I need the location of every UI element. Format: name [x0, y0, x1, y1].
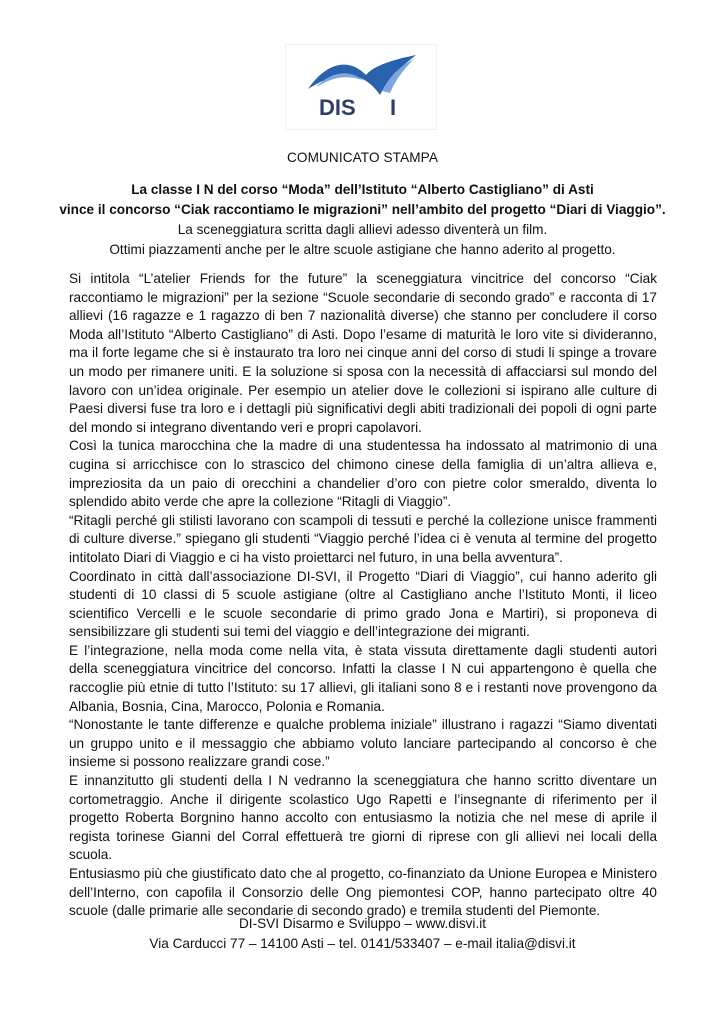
footer-organization: DI-SVI Disarmo e Sviluppo – www.disvi.it: [238, 916, 487, 931]
paragraph: “Nonostante le tante differenze e qualche problema iniziale” illustrano i ragazzi “Siamo diventati un gruppo unito e il messaggio che abbiamo voluto lanciare partecipando al concorso è che insieme si possono realizzare grandi cose.”: [69, 717, 657, 770]
article-body: [69, 270, 657, 921]
paragraph: E innanzitutto gli studenti della I N vedranno la sceneggiatura che hanno scritto diventare un cortometraggio. Anche il dirigente scolastico Ugo Rapetti e l’insegnante di riferimento per il progetto Roberta Borgnino hanno accolto con entusiasmo la notizia che nel mese di aprile il regista torinese Gianni del Corral effettuerà tre giorni di riprese con gli allievi nei locali della scuola.: [69, 773, 657, 863]
disvi-logo: [285, 44, 437, 130]
subheadline-line-2: Ottimi piazzamenti anche per le altre scuole astigiane che hanno aderito al progetto.: [109, 242, 616, 257]
footer: [0, 914, 725, 954]
logo-text-end: I: [390, 95, 397, 120]
paragraph: Così la tunica marocchina che la madre di una studentessa ha indossato al matrimonio di una cugina si arricchisce con lo strascico del chimono cinese della famiglia di un’altra allieva e, impreziosita da un paio di orecchini a chandelier d’oro con pietre color smeraldo, diventa lo splendido abito verde che apre la collezione “Ritagli di Viaggio”.: [69, 438, 657, 510]
paragraph: “Ritagli perché gli stilisti lavorano con scampoli di tessuti e perché la collezione unisce frammenti di culture diverse.” spiegano gli studenti “Viaggio perché l’idea ci è venuta al termine del progetto intitolato Diari di Viaggio e ci ha visto proiettarci nel futuro, in una bella avventura”.: [69, 512, 657, 565]
disvi-logo-icon: [286, 45, 436, 129]
paragraph: E l’integrazione, nella moda come nella vita, è stata vissuta direttamente dagli studenti autori della sceneggiatura vincitrice del concorso. Infatti la classe I N cui appartengono è quella che raccoglie più etnie di tutto l’Istituto: su 17 allievi, gli italiani sono 8 e i restanti nove provengono da Albania, Bosnia, Cina, Marocco, Polonia e Romania.: [69, 642, 657, 714]
paragraph: Coordinato in città dall’associazione DI-SVI, il Progetto “Diari di Viaggio”, cui hanno aderito gli studenti di 10 classi di 5 scuole astigiane (oltre al Castigliano anche l’Istituto Monti, il liceo scientifico Vercelli e le scuole secondarie di primo grado Jona e Martiri), si proponeva di sensibilizzare gli studenti sui temi del viaggio e dell’integrazione dei migranti.: [69, 568, 657, 640]
paragraph: Entusiasmo più che giustificato dato che al progetto, co-finanziato da Unione Europea e Ministero dell’Interno, con capofila il Consorzio delle Ong piemontesi COP, hanno partecipato oltre 40 scuole (dalle primarie alle secondarie di secondo grado) e tremila studenti del Piemonte.: [69, 866, 657, 919]
headline-line-1: La classe I N del corso “Moda” dell’Istituto “Alberto Castigliano” di Asti: [131, 182, 594, 197]
logo-text: DIS: [319, 95, 356, 120]
document-title: COMUNICATO STAMPA: [287, 150, 438, 165]
footer-contacts: Via Carducci 77 – 14100 Asti – tel. 0141/533407 – e-mail italia@disvi.it: [149, 936, 576, 951]
subheadline-line-1: La sceneggiatura scritta dagli allievi adesso diventerà un film.: [177, 222, 548, 237]
paragraph: Si intitola “L’atelier Friends for the future” la sceneggiatura vincitrice del concorso “Ciak raccontiamo le migrazioni” per la sezione “Scuole secondarie di secondo grado” e racconta di 17 allievi (16 ragazze e 1 ragazzo di ben 7 nazionalità diverse) che stanno per concludere il corso Moda all’Istituto “Alberto Castigliano” di Asti. Dopo l’esame di maturità le loro vite si divideranno, ma il forte legame che si è instaurato tra loro nei cinque anni del corso di studi li spinge a trovare un modo per rimanere uniti. E la soluzione si sposa con la necessità di affacciarsi sul mondo del lavoro con un’idea originale. Per esempio un atelier dove le collezioni si ispirano alle culture di Paesi diversi fuse tra loro e i dettagli più significativi degli abiti tradizionali dei popoli di ogni parte del mondo si integrano diventando veri e propri capolavori.: [69, 271, 657, 435]
headline-block: [40, 180, 685, 260]
headline-line-2: vince il concorso “Ciak raccontiamo le migrazioni” nell’ambito del progetto “Diari di Viaggio”.: [59, 202, 666, 217]
